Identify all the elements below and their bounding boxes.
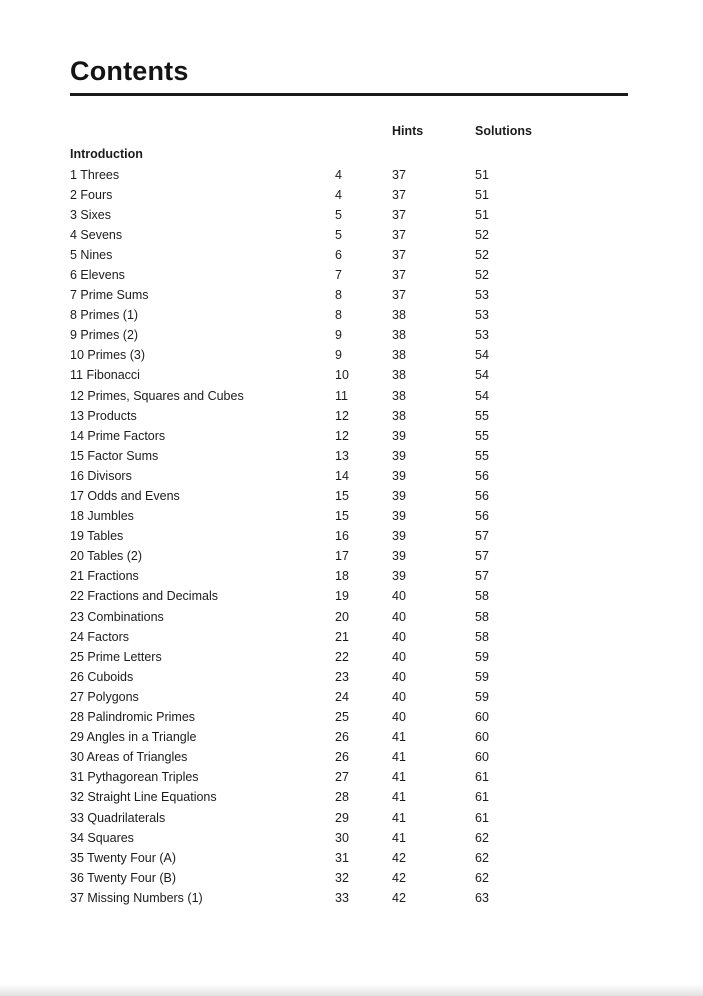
entry-hints-page: 40 [392,629,406,644]
entry-solutions-page: 59 [475,649,489,664]
entry-page: 9 [335,348,342,363]
entry-solutions-page: 58 [475,609,489,624]
entry-hints-page: 39 [392,468,406,483]
entry-hints-page: 42 [392,850,406,865]
entry-hints-page: 37 [392,207,406,222]
toc-row [70,647,630,667]
entry-title: 13 Products [70,408,137,423]
entry-solutions-page: 60 [475,750,489,765]
entry-title: 1 Threes [70,167,120,182]
entry-hints-page: 40 [392,649,406,664]
entry-page: 33 [335,890,349,905]
toc-row [70,667,630,687]
entry-title: 23 Combinations [70,609,164,624]
entry-page: 9 [335,328,342,343]
entry-hints-page: 39 [392,489,406,503]
entry-page: 17 [335,549,349,564]
toc-row [70,305,630,325]
entry-page: 19 [335,589,349,604]
entry-solutions-page: 58 [475,589,489,604]
entry-solutions-page: 51 [475,167,489,182]
toc-row [70,165,630,185]
toc-row [70,225,630,245]
toc-row [70,546,630,566]
entry-title: 34 Squares [70,830,134,845]
entry-solutions-page: 62 [475,850,489,865]
entry-title: 27 Polygons [70,689,139,704]
toc-row [70,888,630,908]
toc-row [70,285,630,305]
toc-row [70,466,630,486]
entry-title: 24 Factors [70,629,130,644]
toc-row [70,707,630,727]
entry-hints-page: 38 [392,388,406,403]
entry-page: 24 [335,689,349,704]
entry-title: 17 Odds and Evens [70,489,180,503]
entry-solutions-page: 55 [475,408,489,423]
entry-solutions-page: 54 [475,348,489,363]
toc-row [70,506,630,526]
entry-hints-page: 37 [392,288,406,303]
contents-body [70,56,630,908]
entry-title: 19 Tables [70,529,124,544]
entry-solutions-page: 53 [475,308,489,323]
entry-hints-page: 38 [392,368,406,383]
entry-page: 26 [335,730,349,745]
entry-page: 5 [335,207,342,222]
entry-hints-page: 39 [392,529,406,544]
entry-page: 27 [335,770,349,785]
column-header-hints: Hints [392,124,424,138]
entry-page: 30 [335,830,349,845]
entry-solutions-page: 55 [475,428,489,443]
entry-title: 10 Primes (3) [70,348,146,363]
entry-title: 5 Nines [70,247,113,262]
entry-title: 8 Primes (1) [70,308,139,323]
entry-solutions-page: 51 [475,187,489,202]
entry-solutions-page: 51 [475,207,489,222]
entry-hints-page: 37 [392,227,406,242]
toc-row [70,486,630,506]
entry-title: 29 Angles in a Triangle [70,730,197,745]
page-bottom-shadow [0,984,703,996]
entry-solutions-page: 61 [475,790,489,805]
entry-page: 23 [335,669,349,684]
entry-hints-page: 40 [392,710,406,725]
entry-solutions-page: 52 [475,267,489,282]
entry-page: 12 [335,408,349,423]
entry-page: 25 [335,710,349,725]
toc-row [70,848,630,868]
entry-page: 26 [335,750,349,765]
entry-page: 11 [335,388,348,403]
entry-page: 15 [335,509,349,524]
toc-row [70,627,630,647]
entry-hints-page: 38 [392,308,406,323]
toc-row [70,727,630,747]
toc-row [70,747,630,767]
column-headers [70,124,630,144]
entry-title: 28 Palindromic Primes [70,710,196,725]
entry-title: 3 Sixes [70,207,111,222]
entry-solutions-page: 52 [475,247,489,262]
entry-solutions-page: 56 [475,489,489,503]
toc-row [70,446,630,466]
toc-row [70,828,630,848]
entry-hints-page: 41 [392,810,406,825]
entry-title: 25 Prime Letters [70,649,162,664]
entry-solutions-page: 57 [475,549,489,564]
entry-page: 12 [335,428,349,443]
entry-title: 16 Divisors [70,468,132,483]
entry-page: 10 [335,368,349,383]
toc-row [70,526,630,546]
entry-hints-page: 39 [392,428,406,443]
entry-hints-page: 42 [392,890,406,905]
toc-rows [70,165,630,908]
entry-solutions-page: 56 [475,468,489,483]
introduction-label: Introduction [70,147,143,161]
entry-title: 4 Sevens [70,227,123,242]
entry-hints-page: 41 [392,830,406,845]
entry-page: 8 [335,308,342,323]
entry-solutions-page: 57 [475,529,489,544]
entry-page: 32 [335,870,349,885]
entry-title: 21 Fractions [70,569,139,584]
entry-hints-page: 38 [392,408,406,423]
toc-row [70,185,630,205]
entry-page: 7 [335,267,342,282]
toc-row [70,325,630,345]
entry-page: 5 [335,227,342,242]
entry-hints-page: 38 [392,328,406,343]
entry-solutions-page: 60 [475,710,489,725]
entry-solutions-page: 59 [475,669,489,684]
entry-title: 36 Twenty Four (B) [70,870,177,885]
entry-solutions-page: 59 [475,689,489,704]
page-title: Contents [70,56,189,86]
entry-solutions-page: 58 [475,629,489,644]
toc-row [70,205,630,225]
entry-title: 14 Prime Factors [70,428,166,443]
entry-title: 15 Factor Sums [70,448,159,463]
toc-row [70,345,630,365]
toc-row [70,566,630,586]
entry-hints-page: 40 [392,689,406,704]
entry-solutions-page: 53 [475,328,489,343]
entry-hints-page: 39 [392,509,406,524]
entry-page: 18 [335,569,349,584]
entry-solutions-page: 62 [475,870,489,885]
entry-page: 29 [335,810,349,825]
entry-title: 18 Jumbles [70,509,134,524]
toc-row [70,808,630,828]
toc-row [70,586,630,606]
toc-row [70,406,630,426]
entry-page: 15 [335,489,349,503]
entry-solutions-page: 54 [475,388,489,403]
entry-hints-page: 41 [392,790,406,805]
entry-hints-page: 40 [392,589,406,604]
entry-hints-page: 37 [392,247,406,262]
entry-solutions-page: 53 [475,288,489,303]
entry-title: 11 Fibonacci [70,368,140,383]
entry-page: 14 [335,468,349,483]
entry-title: 32 Straight Line Equations [70,790,217,805]
entry-solutions-page: 55 [475,448,489,463]
entry-page: 16 [335,529,349,544]
entry-hints-page: 39 [392,549,406,564]
entry-page: 28 [335,790,349,805]
toc-row [70,767,630,787]
entry-title: 22 Fractions and Decimals [70,589,218,604]
entry-title: 2 Fours [70,187,113,202]
entry-solutions-page: 57 [475,569,489,584]
toc-row [70,265,630,285]
entry-hints-page: 37 [392,267,406,282]
toc-row [70,245,630,265]
entry-solutions-page: 54 [475,368,489,383]
toc-row [70,868,630,888]
entry-title: 7 Prime Sums [70,288,149,303]
entry-title: 30 Areas of Triangles [70,750,188,765]
entry-solutions-page: 61 [475,810,489,825]
toc-row [70,386,630,406]
entry-hints-page: 39 [392,448,406,463]
toc-row [70,687,630,707]
entry-page: 4 [335,187,342,202]
entry-hints-page: 41 [392,770,406,785]
entry-page: 6 [335,247,342,262]
toc-row [70,787,630,807]
toc-row [70,365,630,385]
entry-title: 31 Pythagorean Triples [70,770,199,785]
entry-solutions-page: 60 [475,730,489,745]
entry-hints-page: 42 [392,870,406,885]
entry-page: 8 [335,288,342,303]
entry-solutions-page: 63 [475,890,489,905]
entry-title: 35 Twenty Four (A) [70,850,177,865]
entry-page: 31 [335,850,349,865]
entry-solutions-page: 62 [475,830,489,845]
entry-hints-page: 37 [392,167,406,182]
title-rule [70,93,628,96]
entry-title: 37 Missing Numbers (1) [70,890,203,905]
entry-hints-page: 40 [392,669,406,684]
entry-title: 20 Tables (2) [70,549,143,564]
entry-page: 13 [335,448,349,463]
entry-page: 21 [335,629,349,644]
entry-title: 26 Cuboids [70,669,134,684]
entry-title: 9 Primes (2) [70,328,139,343]
entry-hints-page: 39 [392,569,406,584]
entry-solutions-page: 61 [475,770,489,785]
entry-page: 22 [335,649,349,664]
entry-hints-page: 37 [392,187,406,202]
entry-hints-page: 41 [392,730,406,745]
entry-hints-page: 40 [392,609,406,624]
entry-page: 20 [335,609,349,624]
column-header-solutions: Solutions [475,124,532,138]
entry-page: 4 [335,167,342,182]
entry-hints-page: 38 [392,348,406,363]
toc-row [70,426,630,446]
toc-row [70,607,630,627]
entry-solutions-page: 56 [475,509,489,524]
entry-title: 6 Elevens [70,267,125,282]
entry-hints-page: 41 [392,750,406,765]
entry-title: 33 Quadrilaterals [70,810,166,825]
entry-title: 12 Primes, Squares and Cubes [70,388,244,403]
entry-solutions-page: 52 [475,227,489,242]
